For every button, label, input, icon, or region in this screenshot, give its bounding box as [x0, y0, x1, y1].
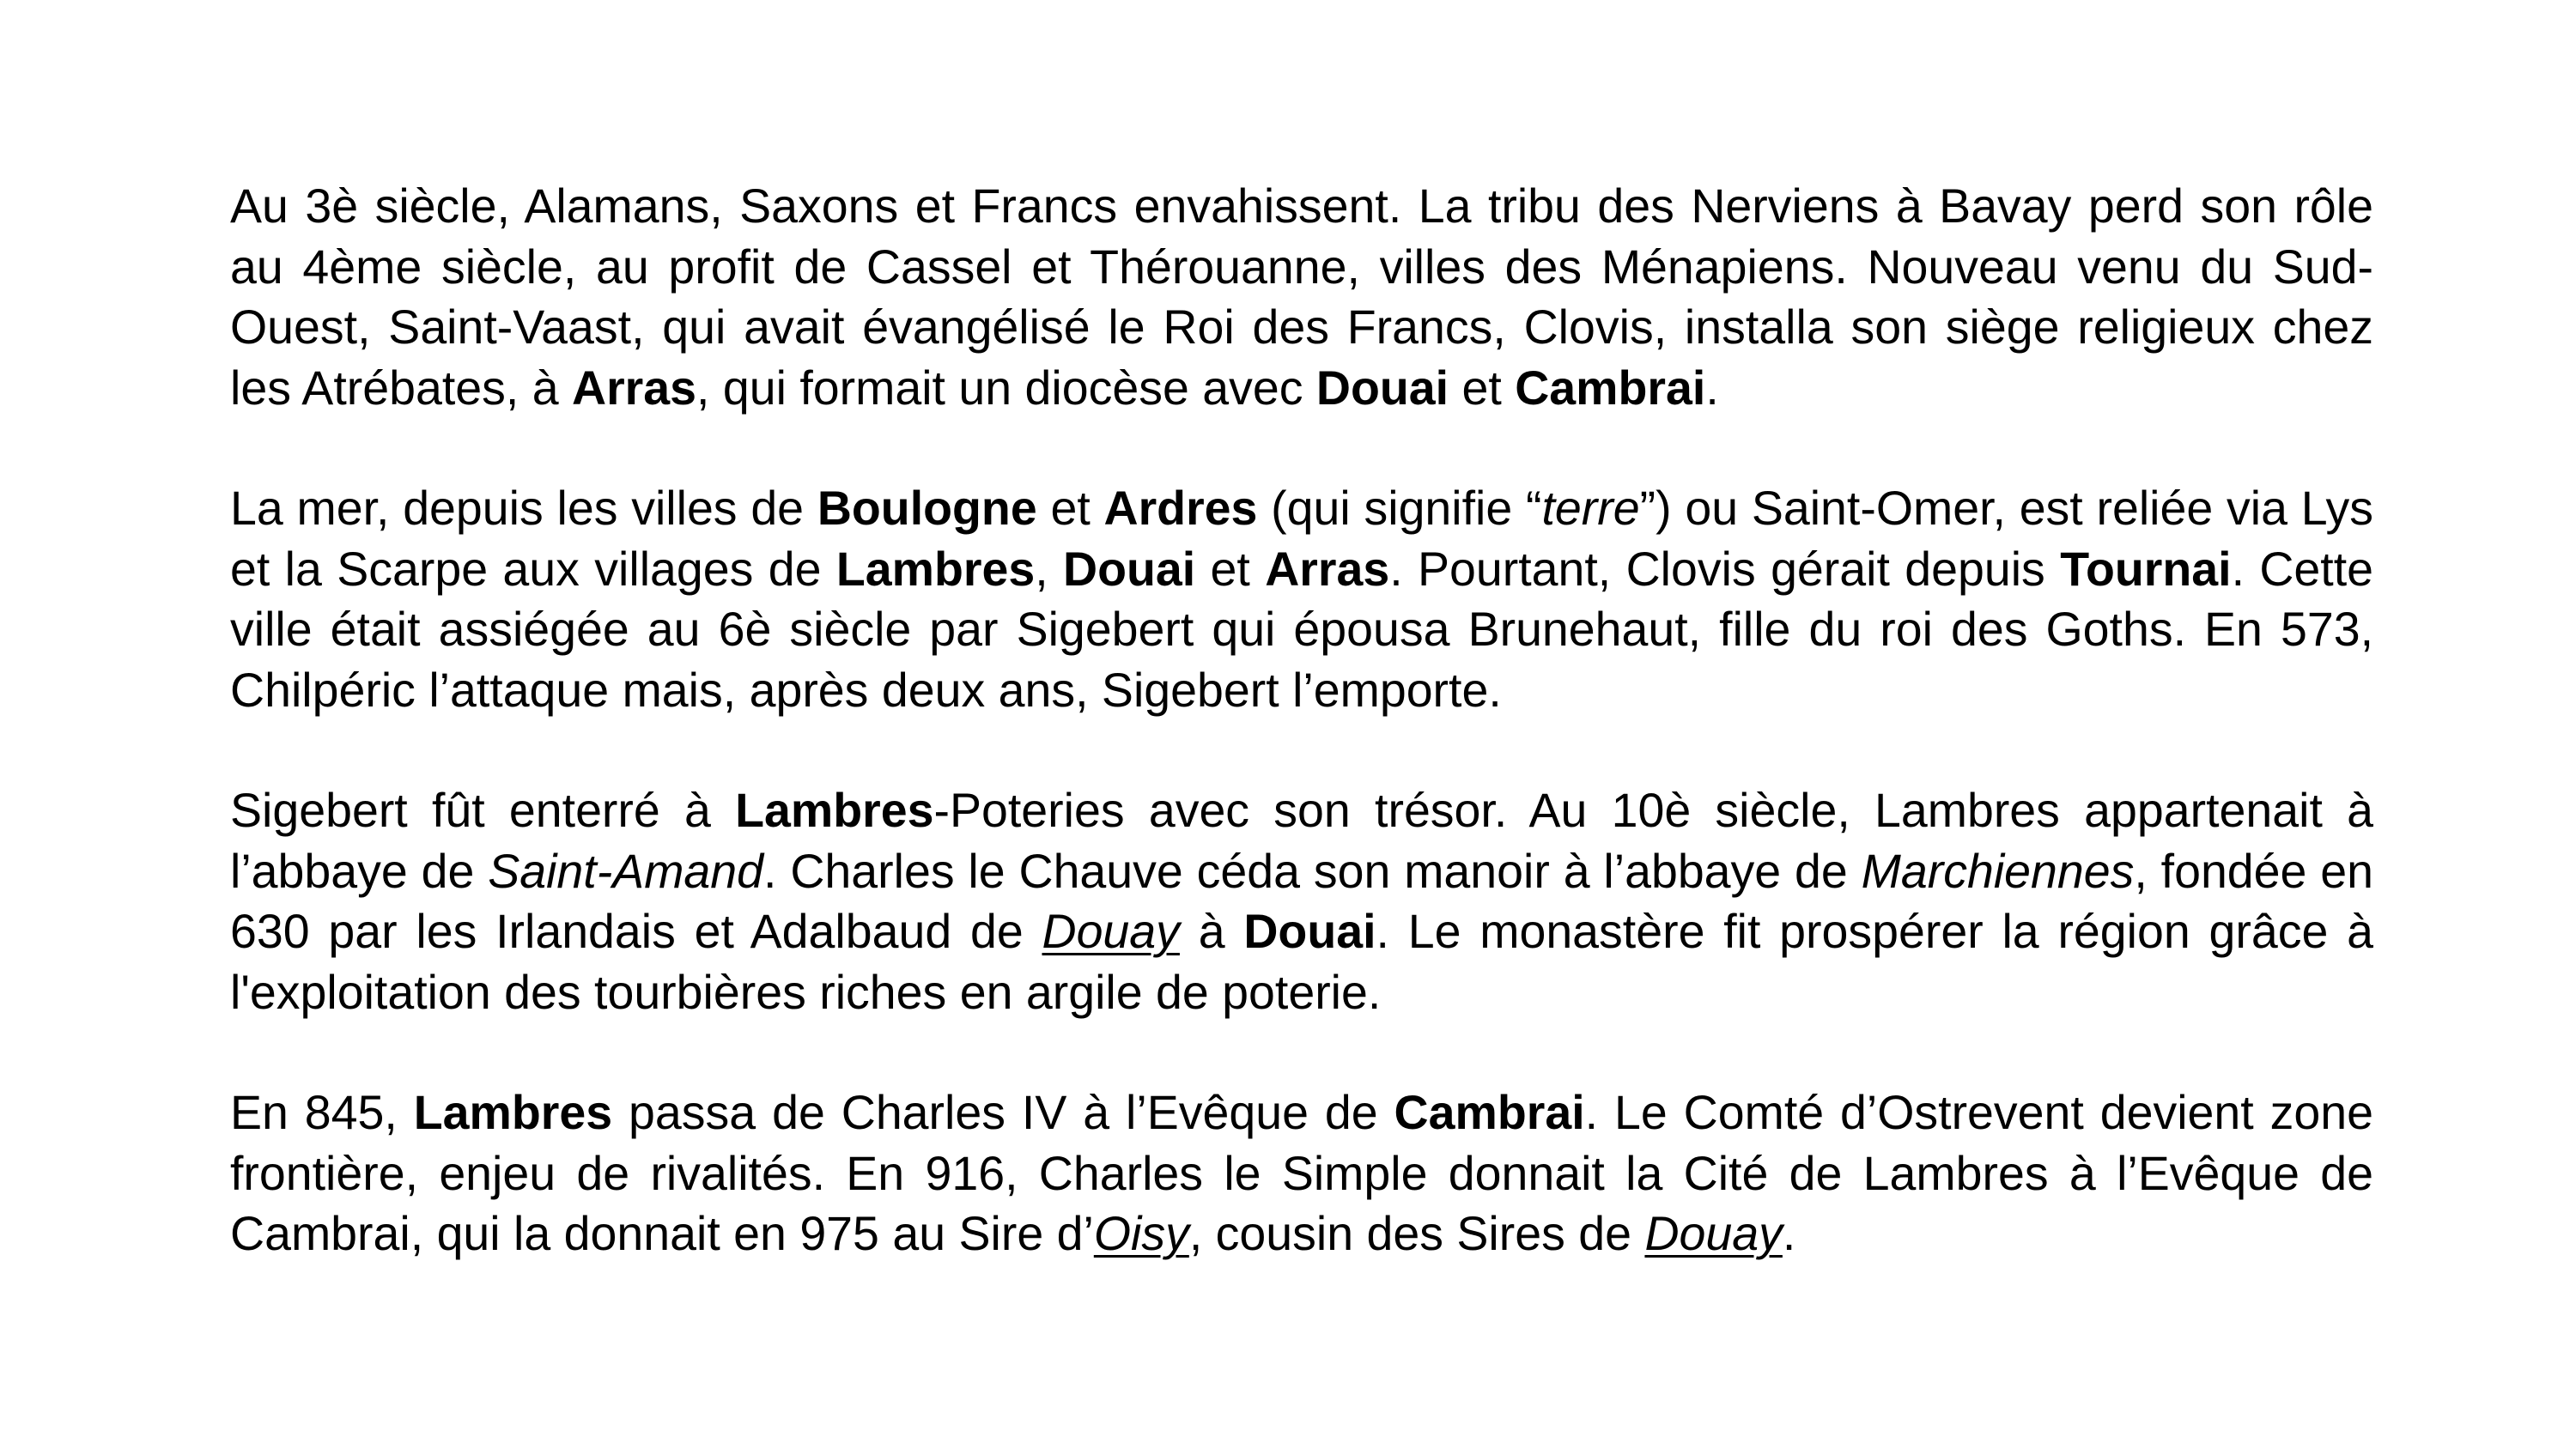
bold-text: Cambrai	[1515, 361, 1706, 415]
paragraph	[230, 1082, 2373, 1264]
bold-text: Lambres	[413, 1086, 613, 1139]
text-run: . Le Comté d’Ostrevent devient zone frontière, enjeu de rivalités. En 916, Charles le Simple donnait la Cité de Lambres à l’Evêque de Cambrai, qui la donnait en 975 au Sire d’	[230, 1086, 2373, 1260]
bold-text: Douai	[1063, 542, 1196, 596]
text-run: . Cette ville était assiégée au 6è siècle par Sigebert qui épousa Brunehaut, fille du roi des Goths. En 573, Chilpéric l’attaque mais, après deux ans, Sigebert l’emporte.	[230, 542, 2374, 717]
bold-text: Tournai	[2060, 542, 2232, 596]
text-run: , fondée en 630 par les Irlandais et Adalbaud de	[230, 844, 2373, 958]
text-run: , qui formait un diocèse avec	[696, 361, 1316, 415]
text-run: ”) ou Saint-Omer, est reliée via Lys et la Scarpe aux villages de	[230, 482, 2373, 596]
text-run: Sigebert fût enterré à	[230, 784, 736, 837]
bold-text: Lambres	[735, 784, 934, 837]
paragraph	[230, 780, 2373, 1022]
underlined-italic-text: Douay	[1644, 1207, 1783, 1260]
underlined-italic-text: Douay	[1042, 905, 1180, 958]
underlined-italic-text: Oisy	[1093, 1207, 1189, 1260]
paragraph	[230, 176, 2373, 418]
text-run: passa de Charles IV à l’Evêque de	[612, 1086, 1394, 1139]
bold-text: Douai	[1243, 905, 1376, 958]
slide-body	[230, 176, 2373, 1264]
text-run: . Le monastère fit prospérer la région grâce à l'exploitation des tourbières riches en argile de poterie.	[230, 905, 2373, 1019]
text-run: .	[1782, 1207, 1796, 1260]
bold-text: Douai	[1315, 361, 1449, 415]
text-run: En 845,	[230, 1086, 414, 1139]
text-run: . Charles le Chauve céda son manoir à l’abbaye de	[763, 844, 1862, 898]
bold-text: Arras	[1265, 542, 1390, 596]
paragraph	[230, 478, 2373, 720]
text-run: , cousin des Sires de	[1188, 1207, 1645, 1260]
text-run: et	[1195, 542, 1266, 596]
text-run: à	[1179, 905, 1244, 958]
italic-text: Marchiennes	[1861, 844, 2135, 898]
italic-text: Saint-Amand	[488, 844, 764, 898]
text-run: ,	[1035, 542, 1063, 596]
text-run: . Pourtant, Clovis gérait depuis	[1389, 542, 2061, 596]
text-run: La mer, depuis les villes de	[230, 482, 817, 535]
bold-text: Ardres	[1103, 482, 1258, 535]
text-run: (qui signifie “	[1257, 482, 1542, 535]
text-run: Au 3è siècle, Alamans, Saxons et Francs envahissent. La tribu des Nerviens à Bavay perd son rôle au 4ème siècle, au profit de Cassel et Thérouanne, villes des Ménapiens. Nouveau venu du Sud-Ouest, Saint-Vaast, qui avait évangélisé le Roi des Francs, Clovis, installa son siège religieux chez les Atrébates, à	[230, 179, 2373, 415]
bold-text: Arras	[572, 361, 697, 415]
bold-text: Lambres	[835, 542, 1036, 596]
italic-text: terre	[1541, 482, 1640, 535]
text-run: et	[1449, 361, 1516, 415]
bold-text: Cambrai	[1394, 1086, 1585, 1139]
bold-text: Boulogne	[817, 482, 1037, 535]
text-run: -Poteries avec son trésor. Au 10è siècle, Lambres appartenait à l’abbaye de	[230, 784, 2373, 898]
text-run: .	[1705, 361, 1719, 415]
text-run: et	[1036, 482, 1104, 535]
